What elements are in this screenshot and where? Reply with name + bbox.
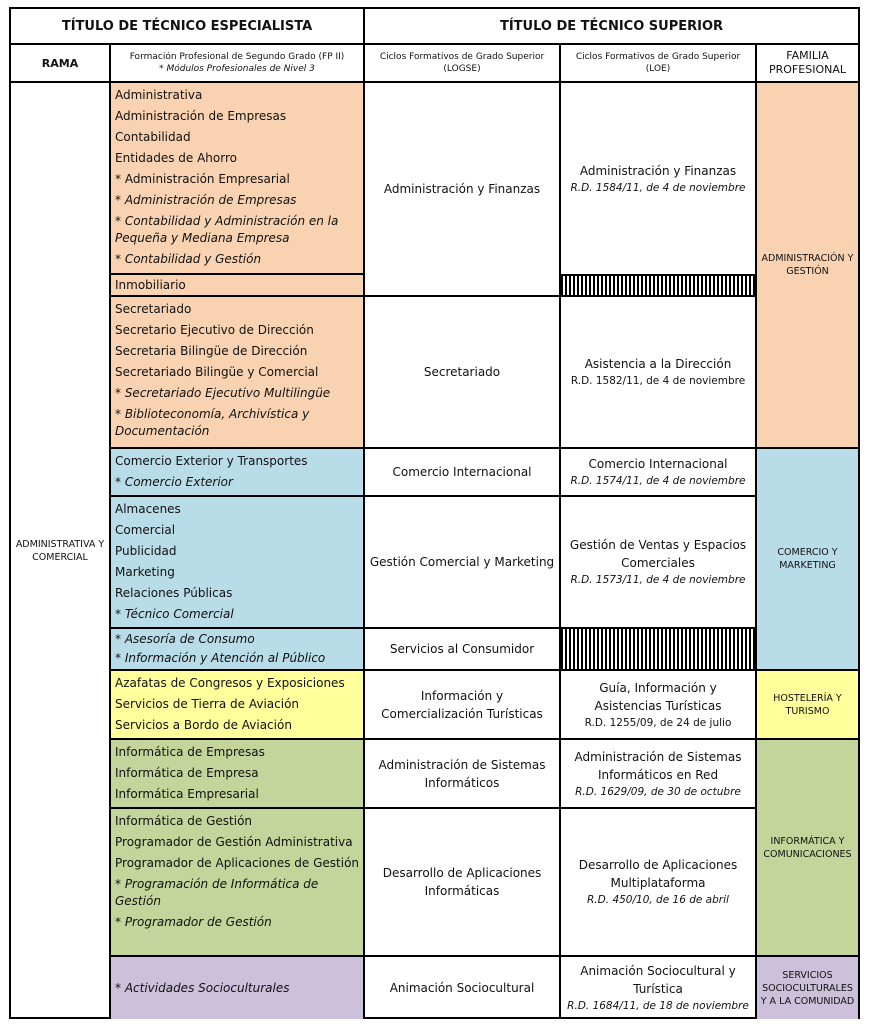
list-item: * Programador de Gestión xyxy=(115,915,272,929)
list-item: * Contabilidad y Administración en la Pequeña y Mediana Empresa xyxy=(115,214,339,245)
fp2-group-informatica-gestion xyxy=(111,809,365,957)
list-item: Comercial xyxy=(115,523,176,537)
list-item: Marketing xyxy=(115,565,175,579)
loe-administracion-sistemas-red: Administración de Sistemas Informáticos en Red R.D. 1629/09, de 30 de octubre xyxy=(561,740,757,809)
list-item: * Secretariado Ejecutivo Multilingüe xyxy=(115,386,331,400)
familia-administracion-gestion: ADMINISTRACIÓN Y GESTIÓN xyxy=(757,83,858,449)
list-item: Administrativa xyxy=(115,88,203,102)
header-loe: Ciclos Formativos de Grado Superior (LOE) xyxy=(561,45,757,83)
list-item: Secretariado xyxy=(115,302,192,316)
familia-hosteleria-turismo: HOSTELERÍA Y TURISMO xyxy=(757,671,858,740)
rama-cell: ADMINISTRATIVA Y COMERCIAL xyxy=(11,83,111,1019)
fp2-group-secretariado xyxy=(111,297,365,449)
fp2-group-sociocultural xyxy=(111,957,365,1019)
loe-administracion-finanzas: Administración y Finanzas R.D. 1584/11, de 4 de noviembre xyxy=(561,83,757,275)
list-item: Relaciones Públicas xyxy=(115,586,233,600)
list-item: * Biblioteconomía, Archivística y Documentación xyxy=(115,407,310,438)
list-item: Programador de Aplicaciones de Gestión xyxy=(115,856,360,870)
list-item: Secretaria Bilingüe de Dirección xyxy=(115,344,308,358)
list-item: * Administración Empresarial xyxy=(115,172,290,186)
list-item: Servicios a Bordo de Aviación xyxy=(115,718,292,732)
header-logse: Ciclos Formativos de Grado Superior (LOGSE) xyxy=(365,45,561,83)
list-item: Secretario Ejecutivo de Dirección xyxy=(115,323,314,337)
fp2-group-informatica-empresas xyxy=(111,740,365,809)
list-item: Comercio Exterior y Transportes xyxy=(115,454,308,468)
list-item: * Administración de Empresas xyxy=(115,193,297,207)
list-item: Administración de Empresas xyxy=(115,109,287,123)
header-tecnico-especialista: TÍTULO DE TÉCNICO ESPECIALISTA xyxy=(11,9,365,45)
list-item: * Asesoría de Consumo xyxy=(115,632,255,646)
familia-comercio-marketing: COMERCIO Y MARKETING xyxy=(757,449,858,671)
logse-administracion-sistemas: Administración de Sistemas Informáticos xyxy=(365,740,561,809)
fp2-group-inmobiliario xyxy=(111,275,365,297)
fp2-group-consumo xyxy=(111,629,365,671)
list-item: Informática de Empresa xyxy=(115,766,259,780)
header-rama: RAMA xyxy=(11,45,111,83)
list-item: Informática Empresarial xyxy=(115,787,259,801)
loe-gestion-ventas: Gestión de Ventas y Espacios Comerciales R.D. 1573/11, de 4 de noviembre xyxy=(561,497,757,629)
logse-secretariado: Secretariado xyxy=(365,297,561,449)
header-fp2: Formación Profesional de Segundo Grado (FP II) * Módulos Profesionales de Nivel 3 xyxy=(111,45,365,83)
list-item: * Programación de Informática de Gestión xyxy=(115,877,319,908)
loe-guia-informacion: Guía, Información y Asistencias Turísticas R.D. 1255/09, de 24 de julio xyxy=(561,671,757,740)
loe-desarrollo-multiplataforma: Desarrollo de Aplicaciones Multiplataforma R.D. 450/10, de 16 de abril xyxy=(561,809,757,957)
logse-informacion-turisticas: Información y Comercialización Turísticas xyxy=(365,671,561,740)
list-item: * Contabilidad y Gestión xyxy=(115,252,262,266)
list-item: Publicidad xyxy=(115,544,177,558)
logse-comercio-internacional: Comercio Internacional xyxy=(365,449,561,497)
fp2-group-comercial xyxy=(111,497,365,629)
loe-asistencia-direccion: Asistencia a la Dirección R.D. 1582/11, de 4 de noviembre xyxy=(561,297,757,449)
list-item: * Técnico Comercial xyxy=(115,607,234,621)
list-item: * Información y Atención al Público xyxy=(115,651,326,665)
list-item: * Comercio Exterior xyxy=(115,475,233,489)
list-item: Contabilidad xyxy=(115,130,191,144)
logse-servicios-consumidor: Servicios al Consumidor xyxy=(365,629,561,671)
list-item: Informática de Empresas xyxy=(115,745,265,759)
list-item: Inmobiliario xyxy=(115,277,186,292)
loe-comercio-internacional: Comercio Internacional R.D. 1574/11, de 4 de noviembre xyxy=(561,449,757,497)
header-tecnico-superior: TÍTULO DE TÉCNICO SUPERIOR xyxy=(365,9,858,45)
list-item: Informática de Gestión xyxy=(115,814,253,828)
familia-informatica-comunicaciones: INFORMÁTICA Y COMUNICACIONES xyxy=(757,740,858,957)
list-item: Servicios de Tierra de Aviación xyxy=(115,697,300,711)
fp2-group-turismo xyxy=(111,671,365,740)
fp2-group-comercio-exterior xyxy=(111,449,365,497)
loe-no-equivalent-inmobiliario xyxy=(561,275,757,297)
list-item: Programador de Gestión Administrativa xyxy=(115,835,353,849)
logse-animacion-sociocultural: Animación Sociocultural xyxy=(365,957,561,1019)
loe-animacion-sociocultural-turistica: Animación Sociocultural y Turística R.D. 1684/11, de 18 de noviembre xyxy=(561,957,757,1019)
equivalence-table xyxy=(9,7,860,1019)
list-item: * Actividades Socioculturales xyxy=(115,980,290,995)
familia-servicios-socioculturales: SERVICIOS SOCIOCULTURALES Y A LA COMUNIDAD xyxy=(757,957,858,1019)
fp2-group-administracion xyxy=(111,83,365,275)
list-item: Azafatas de Congresos y Exposiciones xyxy=(115,676,345,690)
logse-administracion-finanzas: Administración y Finanzas xyxy=(365,83,561,297)
list-item: Almacenes xyxy=(115,502,181,516)
list-item: Entidades de Ahorro xyxy=(115,151,237,165)
list-item: Secretariado Bilingüe y Comercial xyxy=(115,365,319,379)
logse-gestion-comercial: Gestión Comercial y Marketing xyxy=(365,497,561,629)
loe-no-equivalent-consumidor xyxy=(561,629,757,671)
logse-desarrollo-aplicaciones: Desarrollo de Aplicaciones Informáticas xyxy=(365,809,561,957)
header-familia: FAMILIA PROFESIONAL xyxy=(757,45,858,83)
